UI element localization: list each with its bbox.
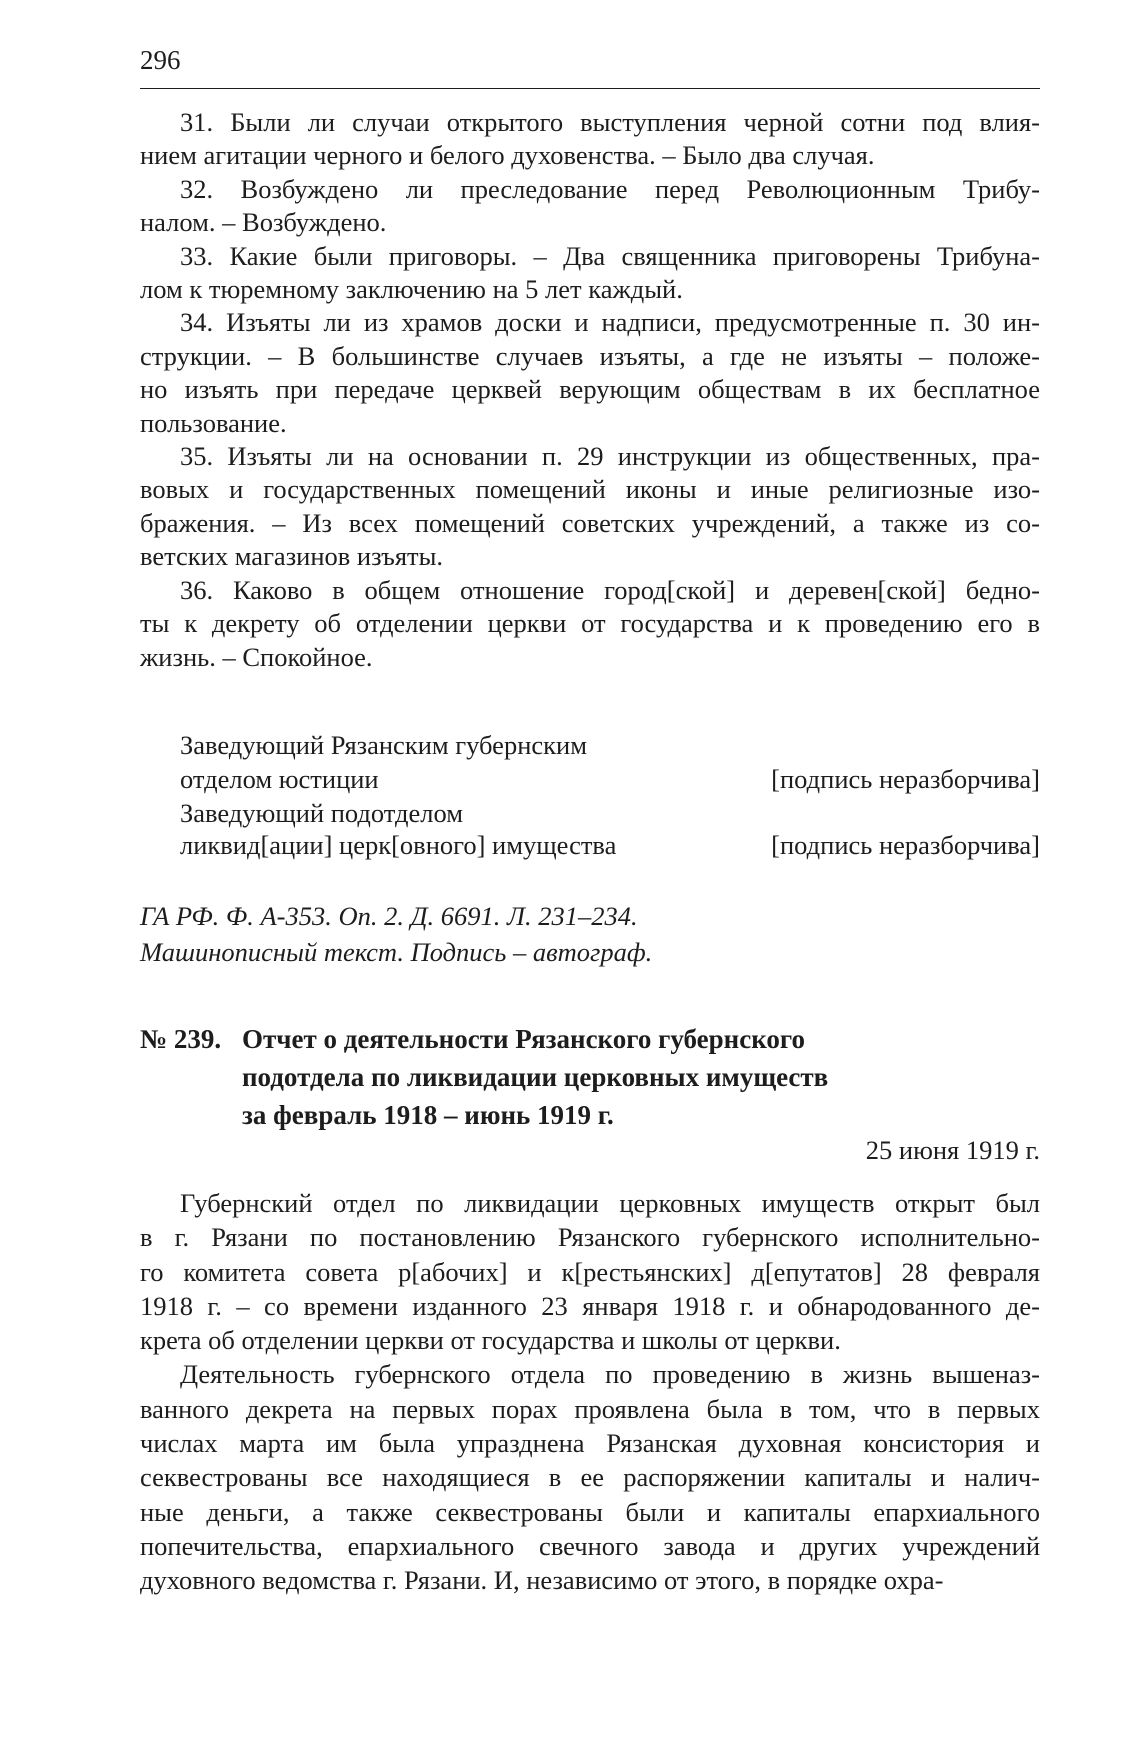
- body-paragraph: [140, 1357, 1040, 1597]
- text-line: Губернский отдел по ликвидации церковных имуществ открыт был: [180, 1188, 1040, 1218]
- question-answer-item: [140, 240, 1040, 307]
- text-line: вовых и государственных помещений иконы и иные религиозные изо-: [140, 474, 1040, 505]
- text-line: пользование.: [140, 407, 287, 438]
- text-line: ванного декрета на первых порах проявлена была в том, что в первых: [140, 1393, 1040, 1424]
- signatory-position: Заведующий Рязанским губернским: [180, 730, 587, 760]
- signatory-position: Заведующий подотделом: [180, 798, 463, 828]
- question-answer-item: [140, 306, 1040, 440]
- text-line: нием агитации черного и белого духовенства. – Было два случая.: [140, 140, 875, 171]
- signature-note: [подпись неразборчива]: [771, 830, 1040, 860]
- text-line: 31. Были ли случаи открытого выступления черной сотни под влия-: [180, 107, 1040, 137]
- signature-block: [180, 728, 1040, 862]
- text-line: 35. Изъяты ли на основании п. 29 инструкции из общественных, пра-: [180, 441, 1040, 472]
- signature-row: [180, 796, 1040, 830]
- text-line: лом к тюремному заключению на 5 лет каждый.: [140, 274, 683, 305]
- source-reference: ГА РФ. Ф. А-353. Оп. 2. Д. 6691. Л. 231–234.: [140, 901, 638, 931]
- page-number: 296: [140, 45, 181, 75]
- signature-row: [180, 828, 1040, 862]
- document-title: [242, 1020, 1040, 1134]
- text-line: секвестрованы все находящиеся в ее распоряжении капиталы и налич-: [140, 1462, 1040, 1493]
- signature-row: [180, 762, 1040, 796]
- text-line: но изъять при передаче церквей верующим обществам в их бесплатное: [140, 374, 1040, 405]
- question-answer-item: [140, 173, 1040, 240]
- text-line: ветских магазинов изъяты.: [140, 541, 444, 572]
- text-line: Деятельность губернского отдела по проведению в жизнь вышеназ-: [180, 1359, 1040, 1390]
- signature-row: [180, 728, 1040, 762]
- text-line: струкции. – В большинстве случаев изъяты, а где не изъяты – положе-: [140, 340, 1040, 371]
- title-line: за февраль 1918 – июнь 1919 г.: [242, 1100, 614, 1130]
- text-line: крета об отделении церкви от государства и школы от церкви.: [140, 1325, 841, 1356]
- text-line: ты к декрету об отделении церкви от государства и к проведению его в: [140, 608, 1040, 639]
- question-answer-item: [140, 106, 1040, 173]
- text-line: в г. Рязани по постановлению Рязанского губернского исполнительно-: [140, 1222, 1040, 1253]
- body-paragraph: [140, 1186, 1040, 1357]
- signatory-position: отделом юстиции: [180, 764, 379, 794]
- document-heading: [140, 1020, 1040, 1134]
- text-line: бражения. – Из всех помещений советских учреждений, а также из со-: [140, 507, 1040, 538]
- signature-note: [подпись неразборчива]: [771, 764, 1040, 794]
- document-body: [140, 1186, 1040, 1598]
- text-line: жизнь. – Спокойное.: [140, 641, 373, 672]
- text-line: 1918 г. – со времени изданного 23 января 1918 г. и обнародованного де-: [140, 1290, 1040, 1321]
- text-line: 36. Каково в общем отношение город[ской] и деревен[ской] бедно-: [180, 574, 1040, 605]
- text-line: го комитета совета р[абочих] и к[рестьянских] д[епутатов] 28 февраля: [140, 1256, 1040, 1287]
- text-line: 33. Какие были приговоры. – Два священника приговорены Трибуна-: [180, 240, 1040, 271]
- text-line: 34. Изъяты ли из храмов доски и надписи, предусмотренные п. 30 ин-: [180, 307, 1040, 338]
- text-line: числах марта им была упразднена Рязанская духовная консистория и: [140, 1428, 1040, 1459]
- text-line: налом. – Возбуждено.: [140, 207, 387, 238]
- question-answer-item: [140, 574, 1040, 674]
- text-line: духовного ведомства г. Рязани. И, независимо от этого, в порядке охра-: [140, 1565, 944, 1596]
- document-number: № 239.: [140, 1024, 222, 1054]
- title-line: подотдела по ликвидации церковных имуществ: [242, 1062, 829, 1092]
- text-line: ные деньги, а также секвестрованы были и капиталы епархиального: [140, 1496, 1040, 1527]
- signatory-position: ликвид[ации] церк[овного] имущества: [180, 830, 617, 860]
- header-rule: [140, 88, 1040, 89]
- question-answer-list: [140, 106, 1040, 674]
- archive-source: [140, 898, 652, 970]
- question-answer-item: [140, 440, 1040, 574]
- title-line: Отчет о деятельности Рязанского губернского: [242, 1024, 805, 1054]
- text-line: попечительства, епархиального свечного завода и других учреждений: [140, 1530, 1040, 1561]
- source-description: Машинописный текст. Подпись – автограф.: [140, 937, 653, 967]
- document-date: 25 июня 1919 г.: [865, 1135, 1040, 1165]
- text-line: 32. Возбуждено ли преследование перед Революционным Трибу-: [180, 173, 1040, 204]
